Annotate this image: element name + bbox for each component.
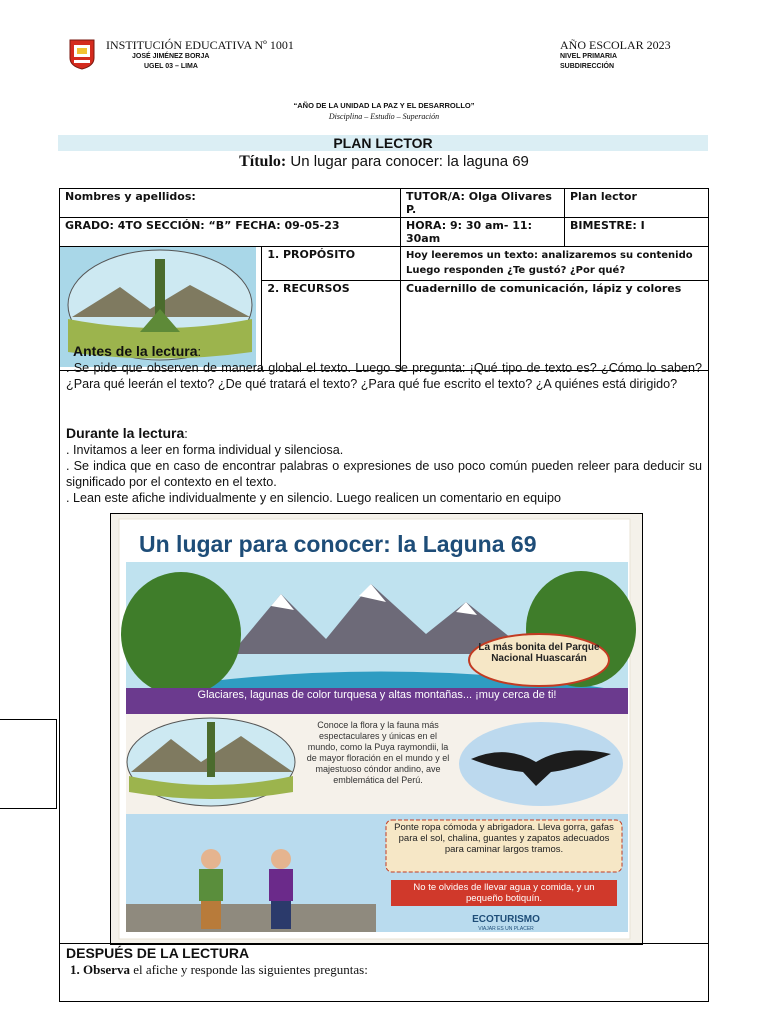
question-1-label: 1. Observa bbox=[70, 962, 130, 977]
after-reading-section bbox=[59, 943, 709, 1002]
time-cell: HORA: 9: 30 am- 11: 30am bbox=[401, 218, 565, 247]
institution-name: INSTITUCIÓN EDUCATIVA Nº 1001 bbox=[106, 38, 294, 52]
poster-water-tip: No te olvides de llevar agua y comida, y un pequeño botiquín. bbox=[413, 882, 595, 904]
title-label: Título: bbox=[239, 153, 287, 170]
resources-text: Cuadernillo de comunicación, lápiz y colores bbox=[401, 280, 709, 370]
poster-artwork bbox=[111, 514, 642, 944]
plan-heading: PLAN LECTOR bbox=[58, 135, 708, 151]
margin-box bbox=[0, 719, 57, 809]
purpose-label: 1. PROPÓSITO bbox=[262, 247, 401, 281]
after-heading: DESPUÉS DE LA LECTURA bbox=[66, 945, 250, 961]
poster-banner: Glaciares, lagunas de color turquesa y altas montañas... ¡muy cerca de ti! bbox=[197, 690, 557, 701]
during-line-3: . Lean este afiche individualmente y en silencio. Luego realicen un comentario en equipo bbox=[66, 491, 561, 505]
poster-brand: ECOTURISMO bbox=[472, 914, 540, 925]
names-cell: Nombres y apellidos: bbox=[60, 189, 401, 218]
poster-flora-text: Conoce la flora y la fauna más espectaculares y únicas en el mundo, como la Puya raymondii, la de mayor floración en el mundo y el majestuoso cóndor andino, ave emblemática del Perú. bbox=[306, 720, 450, 785]
school-name: JOSÉ JIMÉNEZ BORJA bbox=[132, 53, 210, 60]
title-text: Un lugar para conocer: la laguna 69 bbox=[290, 153, 529, 170]
year-motto bbox=[0, 100, 768, 122]
during-heading: Durante la lectura bbox=[66, 425, 185, 441]
bimester-cell: BIMESTRE: I bbox=[565, 218, 709, 247]
plan-lector-cell: Plan lector bbox=[565, 189, 709, 218]
purpose-line-2: Luego responden ¿Te gustó? ¿Por qué? bbox=[406, 265, 626, 276]
laguna-poster bbox=[110, 513, 643, 945]
ugel-name: UGEL 03 – LIMA bbox=[144, 63, 198, 70]
poster-title: Un lugar para conocer: la Laguna 69 bbox=[139, 531, 537, 557]
tutor-cell: TUTOR/A: Olga Olivares P. bbox=[401, 189, 565, 218]
office: SUBDIRECCIÓN bbox=[560, 63, 615, 70]
poster-clothing-tip: Ponte ropa cómoda y abrigadora. Lleva gorra, gafas para el sol, chalina, guantes y zapatos adecuados para caminar largos tramos. bbox=[394, 822, 614, 855]
during-reading: Durante la lectura: . Invitamos a leer en forma individual y silenciosa. . Se indica que en caso de encontrar palabras o expresiones de uso poco común pueden releer para deducir su significado por el contexto en el texto. . Lean este afiche individualmente y en silencio. Luego realicen un comentario en equipo bbox=[66, 425, 702, 505]
poster-badge: La más bonita del Parque Nacional Huascarán bbox=[478, 642, 600, 664]
purpose-line-1: Hoy leeremos un texto: analizaremos su contenido bbox=[406, 250, 693, 261]
question-1-text: el afiche y responde las siguientes preguntas: bbox=[129, 962, 368, 977]
before-reading: Antes de la lectura: . Se pide que observen de manera global el texto. Luego se pregunta: ¡Qué tipo de texto es? ¿Cómo lo saben? ¿Para qué leerán el texto? ¿De qué tratará el texto? ¿Para qué fue escrito el texto? ¿A quiénes está dirigido? bbox=[66, 343, 702, 391]
purpose-text bbox=[401, 247, 709, 281]
level: NIVEL PRIMARIA bbox=[560, 53, 618, 60]
after-question-1 bbox=[70, 962, 368, 978]
resources-label: 2. RECURSOS bbox=[262, 280, 401, 370]
institution-header bbox=[106, 38, 294, 72]
during-line-2: . Se indica que en caso de encontrar palabras o expresiones de uso poco común pueden releer para deducir su significado por el contexto en el texto. bbox=[66, 459, 702, 489]
grade-cell: GRADO: 4TO SECCIÓN: “B” FECHA: 09-05-23 bbox=[60, 218, 401, 247]
motto-line-1: “AÑO DE LA UNIDAD LA PAZ Y EL DESARROLLO” bbox=[293, 101, 475, 110]
poster-brand-sub: VIAJAR ES UN PLACER bbox=[478, 926, 534, 932]
school-crest-icon bbox=[68, 38, 96, 70]
school-year: AÑO ESCOLAR 2023 bbox=[560, 38, 671, 52]
school-year-header bbox=[560, 38, 671, 72]
before-heading: Antes de la lectura bbox=[73, 343, 198, 359]
motto-line-2: Disciplina – Estudio – Superación bbox=[328, 112, 440, 121]
before-text: . Se pide que observen de manera global el texto. Luego se pregunta: ¡Qué tipo de texto es? ¿Cómo lo saben? ¿Para qué leerán el texto? ¿De qué tratará el texto? ¿Para qué fue escrito el texto? ¿A quiénes está dirigido? bbox=[66, 361, 702, 391]
during-line-1: . Invitamos a leer en forma individual y silenciosa. bbox=[66, 443, 344, 457]
plan-title bbox=[0, 153, 768, 171]
